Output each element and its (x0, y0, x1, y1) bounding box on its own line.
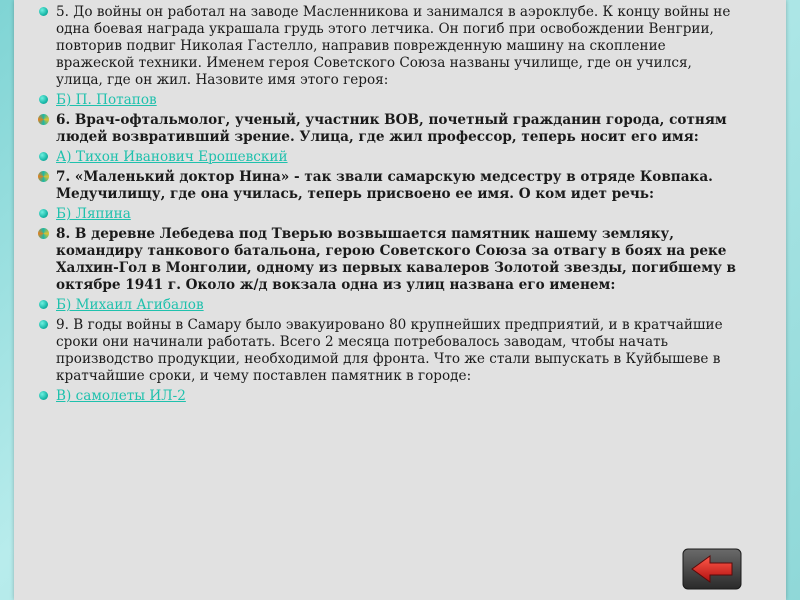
answer-7-link[interactable] (38, 206, 738, 223)
back-button[interactable] (682, 548, 742, 590)
bullet-dot-icon (38, 319, 50, 331)
question-7-text: 7. «Маленький доктор Нина» - так звали самарскую медсестру в отряде Ковпака. Медучилищу, где она училась, теперь присвоено ее имя. О ком идет речь: (56, 169, 713, 202)
answer-9-text[interactable]: В) самолеты ИЛ-2 (56, 388, 186, 404)
bullet-swirl-icon (38, 114, 50, 126)
question-7 (38, 169, 738, 203)
answer-8-link[interactable] (38, 297, 738, 314)
question-6 (38, 112, 738, 146)
quiz-list (38, 4, 738, 408)
answer-7-text[interactable]: Б) Ляпина (56, 206, 131, 222)
back-arrow-icon (682, 548, 742, 590)
bullet-dot-icon (38, 208, 50, 220)
answer-9-link[interactable] (38, 388, 738, 405)
question-9-text: 9. В годы войны в Самару было эвакуировано 80 крупнейших предприятий, и в кратчайшие сроки они начинали работать. Всего 2 месяца потребовалось заводам, чтобы начать производство продукции, необходимой для фронта. Что же стали выпускать в Куйбышеве в кратчайшие сроки, и чему поставлен памятник в городе: (56, 317, 723, 384)
question-9 (38, 317, 738, 385)
bullet-dot-icon (38, 299, 50, 311)
bullet-dot-icon (38, 151, 50, 163)
question-6-text: 6. Врач-офтальмолог, ученый, участник ВОВ, почетный гражданин города, сотням людей возвративший зрение. Улица, где жил профессор, теперь носит его имя: (56, 112, 727, 145)
bullet-swirl-icon (38, 228, 50, 240)
question-5-text: 5. До войны он работал на заводе Масленникова и занимался в аэроклубе. К концу войны не одна боевая награда украшала грудь этого летчика. Он погиб при освобождении Венгрии, повторив подвиг Николая Гастелло, направив поврежденную машину на скопление вражеской техники. Именем героя Советского Союза названы училище, где он учился, улица, где он жил. Назовите имя этого героя: (56, 4, 731, 88)
question-8 (38, 226, 738, 294)
answer-6-link[interactable] (38, 149, 738, 166)
bullet-dot-icon (38, 390, 50, 402)
slide-panel (14, 0, 786, 600)
question-5 (38, 4, 738, 89)
answer-5-link[interactable] (38, 92, 738, 109)
bullet-dot-icon (38, 6, 50, 18)
answer-6-text[interactable]: А) Тихон Иванович Ерошевский (56, 149, 288, 165)
answer-5-text[interactable]: Б) П. Потапов (56, 92, 157, 108)
bullet-swirl-icon (38, 171, 50, 183)
bullet-dot-icon (38, 94, 50, 106)
question-8-text: 8. В деревне Лебедева под Тверью возвышается памятник нашему земляку, командиру танкового батальона, герою Советского Союза за отвагу в боях на реке Халхин-Гол в Монголии, одному из первых кавалеров Золотой звезды, погибшему в октябре 1941 г. Около ж/д вокзала одна из улиц названа его именем: (56, 226, 736, 293)
answer-8-text[interactable]: Б) Михаил Агибалов (56, 297, 204, 313)
